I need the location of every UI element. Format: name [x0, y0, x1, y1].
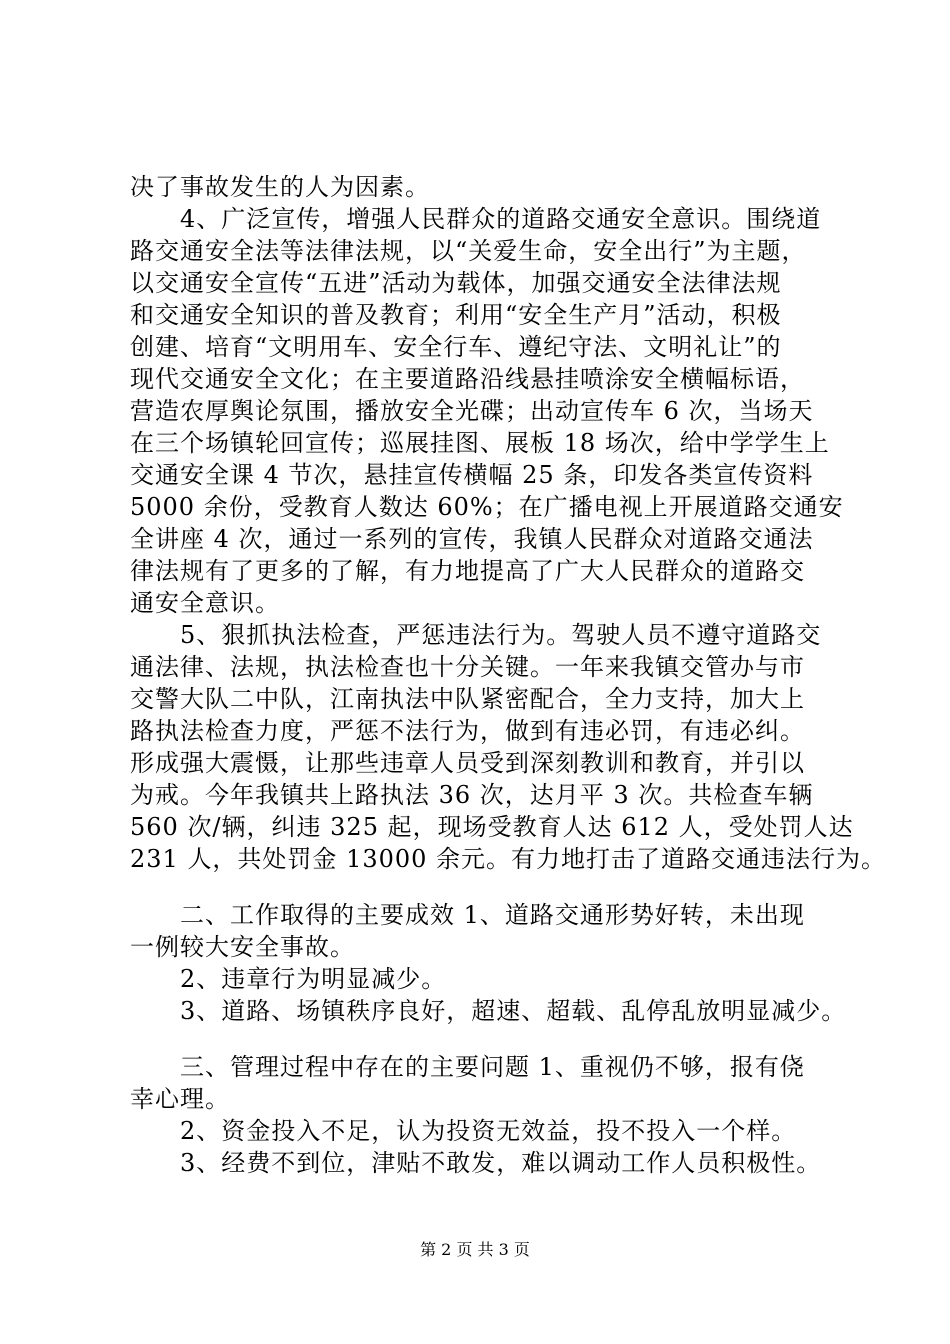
body-line: 在三个场镇轮回宣传；巡展挂图、展板 18 场次，给中学学生上 — [130, 429, 830, 457]
page-footer: 第 2 页 共 3 页 — [420, 1240, 530, 1259]
body-line: 路交通安全法等法律法规，以“关爱生命，安全出行”为主题， — [130, 237, 807, 265]
body-line: 形成强大震慑，让那些违章人员受到深刻教训和教育，并引以 — [130, 749, 805, 777]
body-line: 560 次/辆，纠违 325 起，现场受教育人达 612 人，受处罚人达 — [130, 813, 854, 841]
body-line: 决了事故发生的人为因素。 — [130, 173, 430, 201]
body-line: 3、经费不到位，津贴不敢发，难以调动工作人员积极性。 — [130, 1149, 822, 1177]
body-line: 3、道路、场镇秩序良好，超速、超载、乱停乱放明显减少。 — [130, 997, 847, 1025]
body-line: 律法规有了更多的了解，有力地提高了广大人民群众的道路交 — [130, 557, 805, 585]
body-line: 5000 余份，受教育人数达 60%；在广播电视上开展道路交通安 — [130, 493, 844, 521]
section-heading-line: 二、工作取得的主要成效 1、道路交通形势好转，未出现 — [130, 901, 805, 929]
body-line: 创建、培育“文明用车、安全行车、遵纪守法、文明礼让”的 — [130, 333, 782, 361]
body-line: 2、违章行为明显减少。 — [130, 965, 447, 993]
body-line: 交警大队二中队，江南执法中队紧密配合，全力支持，加大上 — [130, 685, 805, 713]
body-line: 现代交通安全文化；在主要道路沿线悬挂喷涂安全横幅标语， — [130, 365, 805, 393]
body-line: 231 人，共处罚金 13000 余元。有力地打击了道路交通违法行为。 — [130, 845, 887, 873]
body-line: 通安全意识。 — [130, 589, 280, 617]
body-line: 5、狠抓执法检查，严惩违法行为。驾驶人员不遵守道路交 — [130, 621, 822, 649]
body-line: 4、广泛宣传，增强人民群众的道路交通安全意识。围绕道 — [130, 205, 822, 233]
body-line: 通法律、法规，执法检查也十分关键。一年来我镇交管办与市 — [130, 653, 805, 681]
body-line: 营造农厚舆论氛围，播放安全光碟；出动宣传车 6 次，当场天 — [130, 397, 814, 425]
body-line: 2、资金投入不足，认为投资无效益，投不投入一个样。 — [130, 1117, 797, 1145]
section-heading-line: 三、管理过程中存在的主要问题 1、重视仍不够，报有侥 — [130, 1053, 805, 1081]
body-line: 幸心理。 — [130, 1085, 230, 1113]
body-line: 以交通安全宣传“五进”活动为载体，加强交通安全法律法规 — [130, 269, 782, 297]
body-line: 路执法检查力度，严惩不法行为，做到有违必罚，有违必纠。 — [130, 717, 805, 745]
body-line: 交通安全课 4 节次，悬挂宣传横幅 25 条，印发各类宣传资料 — [130, 461, 814, 489]
body-line: 为戒。今年我镇共上路执法 36 次，达月平 3 次。共检查车辆 — [130, 781, 814, 809]
body-line: 一例较大安全事故。 — [130, 933, 355, 961]
body-line: 和交通安全知识的普及教育；利用“安全生产月”活动，积极 — [130, 301, 782, 329]
body-line: 全讲座 4 次，通过一系列的宣传，我镇人民群众对道路交通法 — [130, 525, 814, 553]
